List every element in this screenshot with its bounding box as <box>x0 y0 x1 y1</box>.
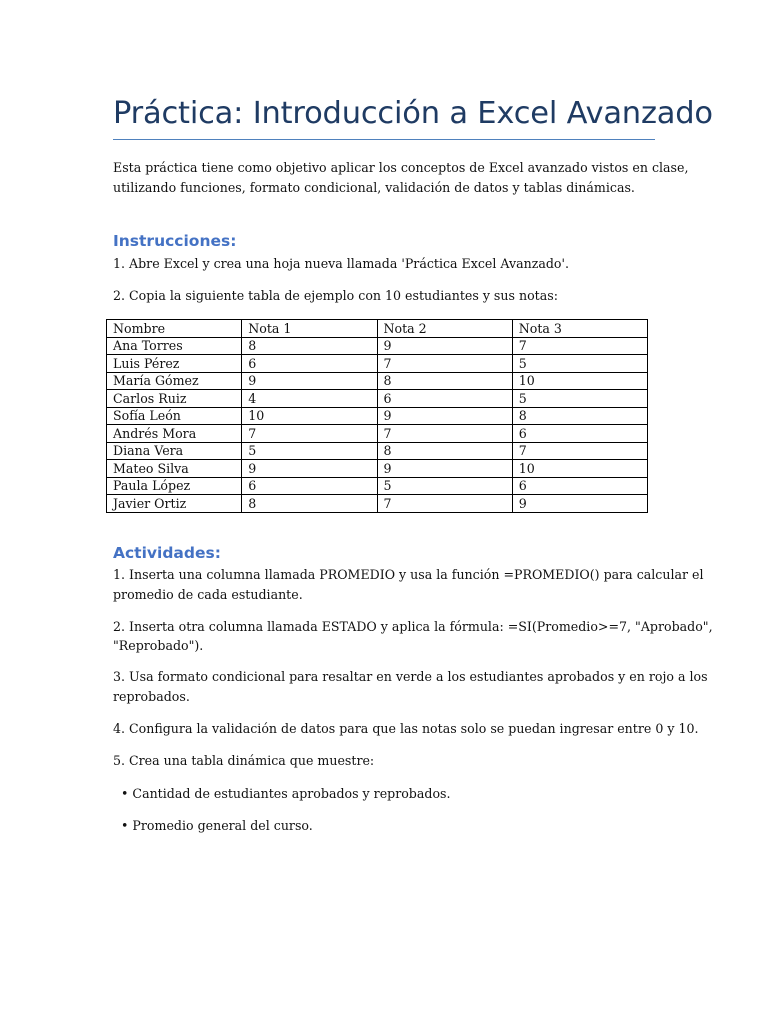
actividades-heading: Actividades: <box>113 544 221 562</box>
table-cell: 6 <box>377 390 512 408</box>
table-row <box>107 337 648 355</box>
intro-line-2: utilizando funciones, formato condicional, validación de datos y tablas dinámicas. <box>113 180 635 195</box>
activity-4: 4. Configura la validación de datos para que las notas solo se puedan ingresar entre 0 y 10. <box>113 721 699 736</box>
instruction-step-2: 2. Copia la siguiente tabla de ejemplo con 10 estudiantes y sus notas: <box>113 288 558 303</box>
table-row <box>107 407 648 425</box>
activity-2-line-1: 2. Inserta otra columna llamada ESTADO y aplica la fórmula: =SI(Promedio>=7, "Aprobado", <box>113 619 713 634</box>
table-cell: 5 <box>512 355 647 373</box>
table-row <box>107 495 648 513</box>
table-header-cell: Nota 3 <box>512 320 647 338</box>
table-header-cell: Nombre <box>107 320 242 338</box>
table-cell: 7 <box>512 442 647 460</box>
table-cell: Mateo Silva <box>107 460 242 478</box>
table-cell: 8 <box>377 442 512 460</box>
table-cell: 5 <box>512 390 647 408</box>
table-row <box>107 425 648 443</box>
table-header-cell: Nota 1 <box>242 320 377 338</box>
table-cell: 9 <box>377 407 512 425</box>
table-header-row <box>107 320 648 338</box>
table-cell: 9 <box>377 337 512 355</box>
table-cell: 6 <box>512 425 647 443</box>
table-cell: 9 <box>512 495 647 513</box>
table-cell: 5 <box>242 442 377 460</box>
activity-3-line-1: 3. Usa formato condicional para resaltar en verde a los estudiantes aprobados y en rojo a los <box>113 669 708 684</box>
table-row <box>107 442 648 460</box>
table-cell: 6 <box>242 355 377 373</box>
table-cell: 5 <box>377 477 512 495</box>
instruction-step-1: 1. Abre Excel y crea una hoja nueva llamada 'Práctica Excel Avanzado'. <box>113 256 569 271</box>
activity-1-line-1: 1. Inserta una columna llamada PROMEDIO y usa la función =PROMEDIO() para calcular el <box>113 567 704 582</box>
table-cell: 7 <box>377 355 512 373</box>
table-row <box>107 372 648 390</box>
table-cell: 6 <box>242 477 377 495</box>
table-cell: 4 <box>242 390 377 408</box>
table-cell: 10 <box>242 407 377 425</box>
activity-3-line-2: reprobados. <box>113 689 190 704</box>
activity-1-line-2: promedio de cada estudiante. <box>113 587 303 602</box>
table-cell: Ana Torres <box>107 337 242 355</box>
table-row <box>107 477 648 495</box>
table-cell: María Gómez <box>107 372 242 390</box>
table-cell: Luis Pérez <box>107 355 242 373</box>
table-cell: 7 <box>377 495 512 513</box>
table-cell: Carlos Ruiz <box>107 390 242 408</box>
table-row <box>107 390 648 408</box>
instrucciones-heading: Instrucciones: <box>113 232 237 250</box>
table-cell: 8 <box>377 372 512 390</box>
table-row <box>107 460 648 478</box>
table-cell: Diana Vera <box>107 442 242 460</box>
grades-table <box>106 319 648 513</box>
table-cell: 9 <box>242 372 377 390</box>
table-cell: 9 <box>242 460 377 478</box>
table-cell: Sofía León <box>107 407 242 425</box>
table-cell: 10 <box>512 460 647 478</box>
title-underline <box>113 139 655 140</box>
table-cell: 9 <box>377 460 512 478</box>
table-cell: 7 <box>512 337 647 355</box>
table-header-cell: Nota 2 <box>377 320 512 338</box>
table-cell: Andrés Mora <box>107 425 242 443</box>
document-title: Práctica: Introducción a Excel Avanzado <box>113 96 713 131</box>
intro-line-1: Esta práctica tiene como objetivo aplicar los conceptos de Excel avanzado vistos en clase, <box>113 160 689 175</box>
bullet-item: • Promedio general del curso. <box>121 818 313 833</box>
table-cell: 8 <box>242 495 377 513</box>
table-cell: 10 <box>512 372 647 390</box>
activity-2-line-2: "Reprobado"). <box>113 638 204 653</box>
bullet-item: • Cantidad de estudiantes aprobados y reprobados. <box>121 786 451 801</box>
table-row <box>107 355 648 373</box>
table-cell: 8 <box>242 337 377 355</box>
table-cell: 8 <box>512 407 647 425</box>
table-cell: Javier Ortiz <box>107 495 242 513</box>
activity-5: 5. Crea una tabla dinámica que muestre: <box>113 753 375 768</box>
table-cell: 7 <box>242 425 377 443</box>
table-cell: Paula López <box>107 477 242 495</box>
table-cell: 7 <box>377 425 512 443</box>
table-cell: 6 <box>512 477 647 495</box>
